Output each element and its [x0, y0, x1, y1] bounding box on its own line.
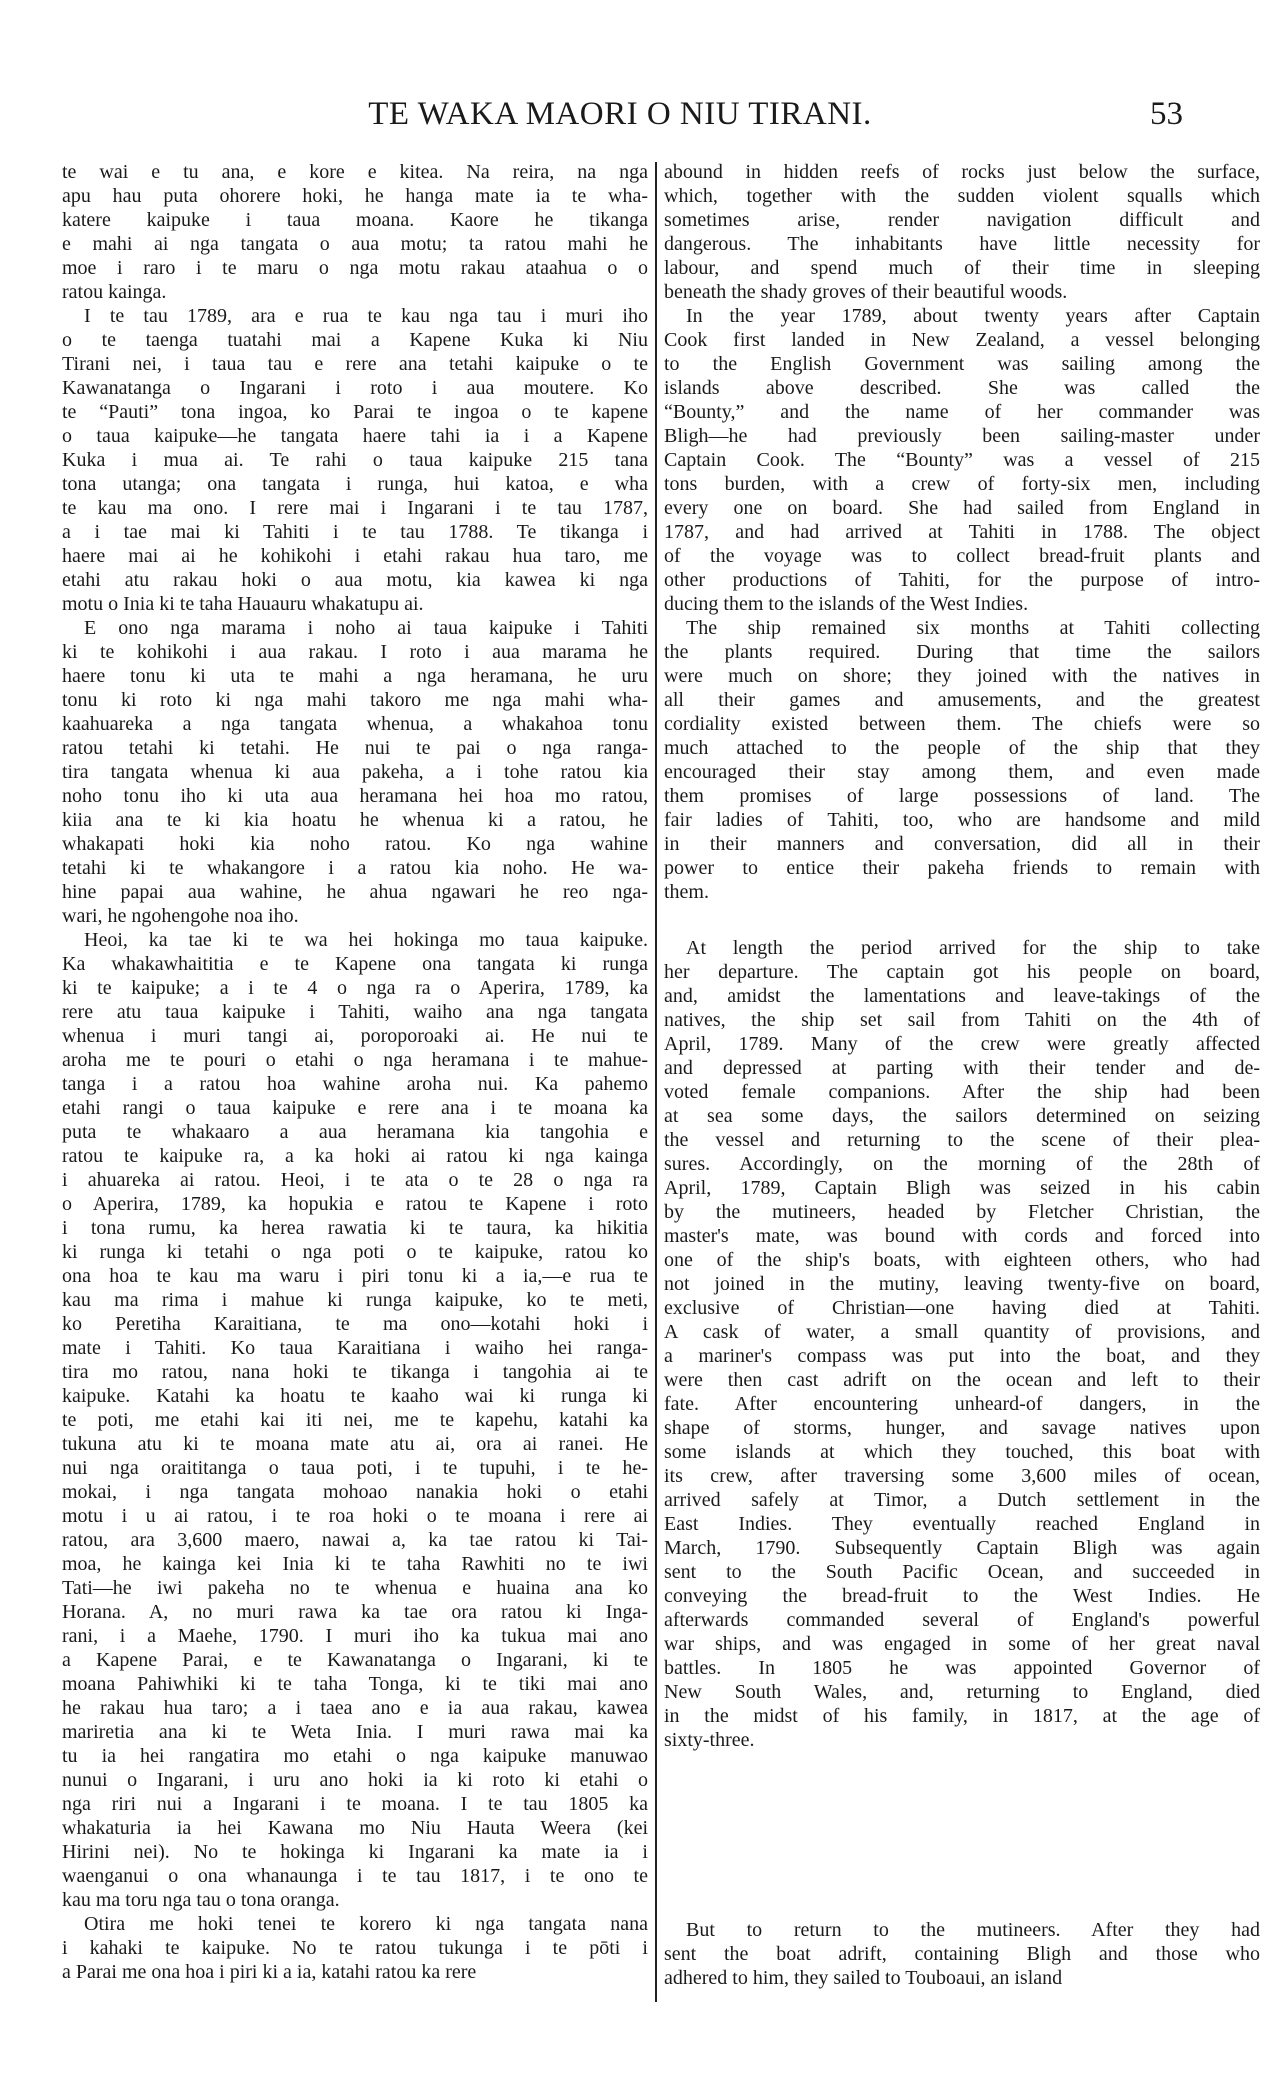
text-line: moa, he kainga kei Inia ki te taha Rawhiti no te iwi	[62, 1553, 648, 1575]
text-line: noho tonu iho ki uta aua heramana hei hoa mo ratou,	[62, 785, 648, 807]
column-divider	[655, 162, 657, 2002]
text-line: Tirani nei, i taua tau e rere ana tetahi kaipuke o te	[62, 353, 648, 375]
text-line: abound in hidden reefs of rocks just below the surface,	[664, 161, 1260, 183]
text-line: a Kapene Parai, e te Kawanatanga o Ingarani, ki te	[62, 1649, 648, 1671]
text-line: islands above described. She was called the	[664, 377, 1260, 399]
text-line: a i tae mai ki Tahiti i te tau 1788. Te tikanga i	[62, 521, 648, 543]
text-line: aroha me te pouri o etahi o nga heramana i te mahue-	[62, 1049, 648, 1071]
text-line: its crew, after traversing some 3,600 miles of ocean,	[664, 1465, 1260, 1487]
text-line: Captain Cook. The “Bounty” was a vessel of 215	[664, 449, 1260, 471]
paragraph	[664, 936, 1260, 1752]
text-line: afterwards commanded several of England's powerful	[664, 1609, 1260, 1631]
text-line: nga riri nui a Ingarani i te moana. I te tau 1805 ka	[62, 1793, 648, 1815]
text-line: ki te kaipuke; a i te 4 o nga ra o Aperira, 1789, ka	[62, 977, 648, 999]
text-line: whenua i muri tangi ai, poroporoaki ai. He nui te	[62, 1025, 648, 1047]
text-line: i ahuareka ai ratou. Heoi, i te ata o te 28 o nga ra	[62, 1169, 648, 1191]
text-line: ki te kohikohi i aua rakau. I roto i aua marama he	[62, 641, 648, 663]
text-line: puta te whakaaro a aua heramana kia tangohia e	[62, 1121, 648, 1143]
text-line: Ka whakawhaititia e te Kapene ona tangata ki runga	[62, 953, 648, 975]
paragraph	[664, 1918, 1260, 1990]
text-line: te “Pauti” tona ingoa, ko Parai te ingoa o te kapene	[62, 401, 648, 423]
paragraph	[62, 304, 648, 616]
text-line: tukuna atu ki te moana mate atu ai, ora ai ranei. He	[62, 1433, 648, 1455]
text-line: Cook first landed in New Zealand, a vessel belonging	[664, 329, 1260, 351]
maori-text-column	[62, 160, 648, 1984]
text-line: kaipuke. Katahi ka hoatu te kaaho wai ki runga ki	[62, 1385, 648, 1407]
text-line: in the midst of his family, in 1817, at the age of	[664, 1705, 1260, 1727]
text-line: East Indies. They eventually reached England in	[664, 1513, 1260, 1535]
text-line: fair ladies of Tahiti, too, who are handsome and mild	[664, 809, 1260, 831]
text-line: o te taenga tuatahi mai a Kapene Kuka ki Niu	[62, 329, 648, 351]
english-text-section-1	[664, 160, 1260, 904]
text-line: etahi atu rakau hoki o aua motu, kia kawea ki nga	[62, 569, 648, 591]
text-line: and, amidst the lamentations and leave-takings of the	[664, 985, 1260, 1007]
text-line: o taua kaipuke—he tangata haere tahi ia i a Kapene	[62, 425, 648, 447]
text-line: sures. Accordingly, on the morning of the 28th of	[664, 1153, 1260, 1175]
text-line: etahi rangi o taua kaipuke e rere ana i te moana ka	[62, 1097, 648, 1119]
text-line: apu hau puta ohorere hoki, he hanga mate ia te wha-	[62, 185, 648, 207]
text-line: ki runga ki tetahi o nga poti o te kaipuke, ratou ko	[62, 1241, 648, 1263]
text-line: encouraged their stay among them, and even made	[664, 761, 1260, 783]
text-line: shape of storms, hunger, and savage natives upon	[664, 1417, 1260, 1439]
text-line: tona utanga; ona tangata i runga, hui katoa, e wha	[62, 473, 648, 495]
text-line: motu i u ai ratou, i te roa hoki o te moana i rere ai	[62, 1505, 648, 1527]
text-line: dangerous. The inhabitants have little necessity for	[664, 233, 1260, 255]
text-line: i kahaki te kaipuke. No te ratou tukunga i te pōti i	[62, 1937, 648, 1959]
text-line: e mahi ai nga tangata o aua motu; ta ratou mahi he	[62, 233, 648, 255]
text-line: The ship remained six months at Tahiti collecting	[686, 617, 1260, 639]
text-line: and depressed at parting with their tender and de-	[664, 1057, 1260, 1079]
text-line: labour, and spend much of their time in sleeping	[664, 257, 1260, 279]
paragraph	[62, 160, 648, 304]
text-line: sent the boat adrift, containing Bligh and those who	[664, 1943, 1260, 1965]
text-line: kau ma rima i mahue ki runga kaipuke, ko te meti,	[62, 1289, 648, 1311]
text-line: tu ia hei rangatira mo etahi o nga kaipuke manuwao	[62, 1745, 648, 1767]
text-line: power to entice their pakeha friends to remain with	[664, 857, 1260, 879]
text-line: I te tau 1789, ara e rua te kau nga tau i muri iho	[84, 305, 648, 327]
text-line: hine papai aua wahine, he ahua ngawari he reo nga-	[62, 881, 648, 903]
text-line: New South Wales, and, returning to England, died	[664, 1681, 1260, 1703]
text-line: Kawanatanga o Ingarani i roto i aua moutere. Ko	[62, 377, 648, 399]
text-line: one of the ship's boats, with eighteen others, who had	[664, 1249, 1260, 1271]
text-line: her departure. The captain got his people on board,	[664, 961, 1260, 983]
text-line: all their games and amusements, and the greatest	[664, 689, 1260, 711]
text-line: master's mate, was bound with cords and forced into	[664, 1225, 1260, 1247]
text-line: ratou tetahi ki tetahi. He nui te pai o nga ranga-	[62, 737, 648, 759]
text-line: A cask of water, a small quantity of provisions, and	[664, 1321, 1260, 1343]
text-line: Bligh—he had previously been sailing-master under	[664, 425, 1260, 447]
text-line: “Bounty,” and the name of her commander was	[664, 401, 1260, 423]
text-line: ratou, ara 3,600 maero, nawai a, ka tae ratou ki Tai-	[62, 1529, 648, 1551]
text-line: kau ma toru nga tau o tona oranga.	[62, 1889, 340, 1911]
text-line: not joined in the mutiny, leaving twenty-five on board,	[664, 1273, 1260, 1295]
text-line: nui nga oraititanga o taua poti, i te tupuhi, i te he-	[62, 1457, 648, 1479]
text-line: But to return to the mutineers. After they had	[686, 1919, 1260, 1941]
text-line: mate i Tahiti. Ko taua Karaitiana i waiho hei ranga-	[62, 1337, 648, 1359]
text-line: voted female companions. After the ship had been	[664, 1081, 1260, 1103]
text-line: tira mo ratou, nana hoki te tikanga i tangohia ai te	[62, 1361, 648, 1383]
paragraph	[62, 616, 648, 928]
text-line: conveying the bread-fruit to the West Indies. He	[664, 1585, 1260, 1607]
text-line: te wai e tu ana, e kore e kitea. Na reira, na nga	[62, 161, 648, 183]
text-line: battles. In 1805 he was appointed Governor of	[664, 1657, 1260, 1679]
english-text-section-3	[664, 1918, 1260, 1990]
text-line: te poti, me etahi kai iti nei, me te kapehu, katahi ka	[62, 1409, 648, 1431]
text-line: were then cast adrift on the ocean and left to their	[664, 1369, 1260, 1391]
text-line: te kau ma ono. I rere mai i Ingarani i te tau 1787,	[62, 497, 648, 519]
text-line: In the year 1789, about twenty years after Captain	[686, 305, 1260, 327]
text-line: arrived safely at Timor, a Dutch settlement in the	[664, 1489, 1260, 1511]
text-line: were much on shore; they joined with the natives in	[664, 665, 1260, 687]
page-header-title: TE WAKA MAORI O NIU TIRANI.	[368, 96, 872, 132]
text-line: ducing them to the islands of the West Indies.	[664, 593, 1029, 615]
text-line: April, 1789, Captain Bligh was seized in his cabin	[664, 1177, 1260, 1199]
text-line: Heoi, ka tae ki te wa hei hokinga mo taua kaipuke.	[84, 929, 648, 951]
text-line: kiia ana te ki kia hoatu he whenua ki a ratou, he	[62, 809, 648, 831]
text-line: ratou kainga.	[62, 281, 167, 303]
text-line: sixty-three.	[664, 1729, 755, 1751]
text-line: nunui o Ingarani, i uru ano hoki ia ki roto ki etahi o	[62, 1769, 648, 1791]
text-line: April, 1789. Many of the crew were greatly affected	[664, 1033, 1260, 1055]
text-line: whakaturia ia hei Kawana mo Niu Hauta Weera (kei	[62, 1817, 648, 1839]
paragraph	[62, 1912, 648, 1984]
text-line: katere kaipuke i taua moana. Kaore he tikanga	[62, 209, 648, 231]
text-line: motu o Inia ki te taha Hauauru whakatupu ai.	[62, 593, 424, 615]
text-line: haere tonu ki uta te mahi a nga heramana, he uru	[62, 665, 648, 687]
text-line: Hirini nei). No te hokinga ki Ingarani ka mate ia i	[62, 1841, 648, 1863]
text-line: Otira me hoki tenei te korero ki nga tangata nana	[84, 1913, 648, 1935]
english-text-section-2	[664, 936, 1260, 1752]
text-line: moe i raro i te maru o nga motu rakau ataahua o o	[62, 257, 648, 279]
text-line: haere mai ai he kohikohi i etahi rakau hua taro, me	[62, 545, 648, 567]
text-line: mokai, i nga tangata mohoao nanakia hoki o etahi	[62, 1481, 648, 1503]
text-line: the plants required. During that time the sailors	[664, 641, 1260, 663]
text-line: of the voyage was to collect bread-fruit plants and	[664, 545, 1260, 567]
text-line: rere atu taua kaipuke i Tahiti, waiho ana nga tangata	[62, 1001, 648, 1023]
text-line: moana Pahiwhiki ki te taha Tonga, ki te tiki mai ano	[62, 1673, 648, 1695]
text-line: tira tangata whenua ki aua pakeha, a i tohe ratou kia	[62, 761, 648, 783]
text-line: natives, the ship set sail from Tahiti on the 4th of	[664, 1009, 1260, 1031]
text-line: other productions of Tahiti, for the purpose of intro-	[664, 569, 1260, 591]
text-line: sent to the South Pacific Ocean, and succeeded in	[664, 1561, 1260, 1583]
text-line: tonu ki roto ki nga mahi takoro me nga mahi wha-	[62, 689, 648, 711]
text-line: cordiality existed between them. The chiefs were so	[664, 713, 1260, 735]
text-line: 1787, and had arrived at Tahiti in 1788. The object	[664, 521, 1260, 543]
paragraph	[664, 616, 1260, 904]
text-line: fate. After encountering unheard-of dangers, in the	[664, 1393, 1260, 1415]
text-line: At length the period arrived for the ship to take	[686, 937, 1260, 959]
text-line: war ships, and was engaged in some of her great naval	[664, 1633, 1260, 1655]
text-line: beneath the shady groves of their beautiful woods.	[664, 281, 1068, 303]
text-line: ona hoa te kau ma waru i piri tonu ki a ia,—e rua te	[62, 1265, 648, 1287]
text-line: ratou te kaipuke ra, a ka hoki ai ratou ki nga kainga	[62, 1145, 648, 1167]
paragraph	[664, 160, 1260, 304]
paragraph	[664, 304, 1260, 616]
text-line: March, 1790. Subsequently Captain Bligh was again	[664, 1537, 1260, 1559]
paragraph	[62, 928, 648, 1912]
text-line: tons burden, with a crew of forty-six men, including	[664, 473, 1260, 495]
text-line: tanga i a ratou hoa wahine aroha nui. Ka pahemo	[62, 1073, 648, 1095]
text-line: Tati—he iwi pakeha no te whenua e huaina ana ko	[62, 1577, 648, 1599]
text-line: tetahi ki te whakangore i a ratou kia noho. He wa-	[62, 857, 648, 879]
text-line: some islands at which they touched, this boat with	[664, 1441, 1260, 1463]
text-line: E ono nga marama i noho ai taua kaipuke i Tahiti	[84, 617, 648, 639]
text-line: adhered to him, they sailed to Touboaui, an island	[664, 1967, 1063, 1989]
text-line: wari, he ngohengohe noa iho.	[62, 905, 299, 927]
text-line: Horana. A, no muri rawa ka tae ora ratou ki Inga-	[62, 1601, 648, 1623]
text-line: o Aperira, 1789, ka hopukia e ratou te Kapene i roto	[62, 1193, 648, 1215]
text-line: a Parai me ona hoa i piri ki a ia, katahi ratou ka rere	[62, 1961, 477, 1983]
text-line: them.	[664, 881, 709, 903]
text-line: he rakau hua taro; a i taea ano e ia aua rakau, kawea	[62, 1697, 648, 1719]
page-number: 53	[1150, 96, 1183, 132]
text-line: i tona rumu, ka herea rawatia ki te taura, ka hikitia	[62, 1217, 648, 1239]
text-line: much attached to the people of the ship that they	[664, 737, 1260, 759]
text-line: mariretia ana ki te Weta Inia. I muri rawa mai ka	[62, 1721, 648, 1743]
text-line: which, together with the sudden violent squalls which	[664, 185, 1260, 207]
text-line: to the English Government was sailing among the	[664, 353, 1260, 375]
text-line: by the mutineers, headed by Fletcher Christian, the	[664, 1201, 1260, 1223]
text-line: every one on board. She had sailed from England in	[664, 497, 1260, 519]
text-line: at sea some days, the sailors determined on seizing	[664, 1105, 1260, 1127]
text-line: sometimes arise, render navigation difficult and	[664, 209, 1260, 231]
text-line: the vessel and returning to the scene of their plea-	[664, 1129, 1260, 1151]
text-line: a mariner's compass was put into the boat, and they	[664, 1345, 1260, 1367]
text-line: ko Peretiha Karaitiana, te ma ono—kotahi hoki i	[62, 1313, 648, 1335]
text-line: in their manners and conversation, did all in their	[664, 833, 1260, 855]
text-line: them promises of large possessions of land. The	[664, 785, 1260, 807]
text-line: kaahuareka a nga tangata whenua, a whakahoa tonu	[62, 713, 648, 735]
text-line: Kuka i mua ai. Te rahi o taua kaipuke 215 tana	[62, 449, 648, 471]
text-line: exclusive of Christian—one having died at Tahiti.	[664, 1297, 1260, 1319]
text-line: whakapati hoki kia noho ratou. Ko nga wahine	[62, 833, 648, 855]
text-line: waenganui o ona whanaunga i te tau 1817, i te ono te	[62, 1865, 648, 1887]
text-line: rani, i a Maehe, 1790. I muri iho ka tukua mai ano	[62, 1625, 648, 1647]
